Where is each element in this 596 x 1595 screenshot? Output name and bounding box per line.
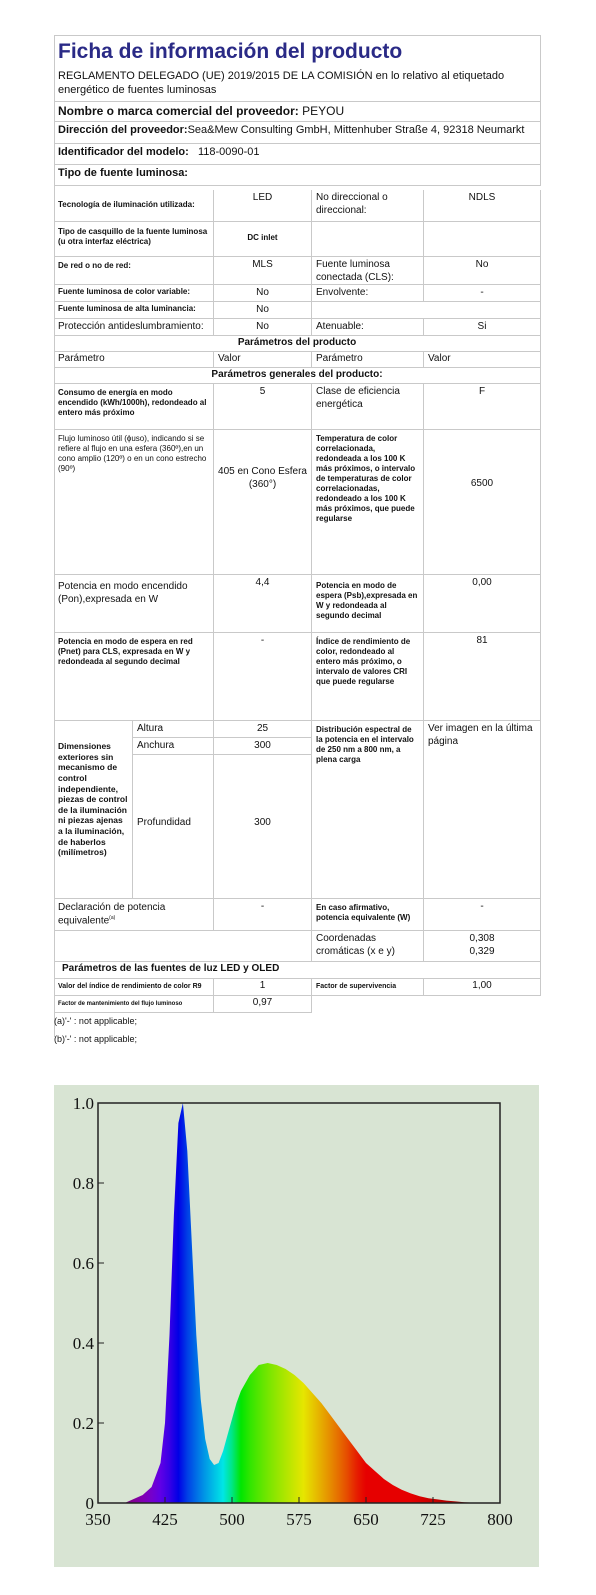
standby-power-value: 0,00 [424,575,541,633]
standby-power-label: Potencia en modo de espera (Psb),expresada en W y redondeada al segundo decimal [312,575,424,633]
on-mode-power-value: 4,4 [214,575,312,633]
depth-value: 300 [214,755,312,899]
param-column-header: Parámetro [54,352,214,368]
directional-label: No direccional o direccional: [312,190,424,222]
network-standby-value: - [214,633,312,721]
survival-factor-label: Factor de supervivencia [312,979,424,996]
chromaticity-label: Coordenadas cromáticas (x e y) [312,931,424,962]
supplier-address-row [54,122,541,144]
equivalent-power-text: Declaración de potencia equivalente [58,902,166,926]
height-label: Altura [133,721,214,738]
y-tick-label: 0.6 [72,1254,94,1273]
empty-cell [312,302,541,319]
model-row [54,144,541,165]
equivalent-power-value: - [214,899,312,931]
cap-label: Tipo de casquillo de la fuente luminosa (u otra interfaz eléctrica) [54,222,214,257]
glare-label: Protección antideslumbramiento: [54,319,214,336]
spectrum-area [98,1103,482,1503]
energy-consumption-label: Consumo de energía en modo encendido (kWh/1000h), redondeado al entero más próximo [54,384,214,430]
high-luminance-value: No [214,302,312,319]
x-tick-label: 350 [85,1510,111,1529]
glare-value: No [214,319,312,336]
general-params-heading: Parámetros generales del producto: [54,368,541,384]
colour-temperature-value: 6500 [424,430,541,575]
supplier-address-value: Sea&Mew Consulting GmbH, Mittenhuber Straße 4, 92318 Neumarkt [187,124,525,136]
empty-cell [312,222,424,257]
x-tick-label: 500 [219,1510,245,1529]
efficiency-class-value: F [424,384,541,430]
supplier-name-label: Nombre o marca comercial del proveedor: [58,104,299,118]
colour-temperature-label: Temperatura de color correlacionada, redondeada a los 100 K más próximos, o intervalo de temperaturas de color correlacionadas, redondeado a los 100 K más próximos, que puede regularse [312,430,424,575]
mains-label: De red o no de red: [54,257,214,285]
model-value: 118-0090-01 [197,146,260,158]
energy-consumption-value: 5 [214,384,312,430]
model-label: Identificador del modelo: [58,146,189,158]
spectrum-svg [54,1085,539,1567]
colour-variable-value: No [214,285,312,302]
page-title: Ficha de información del producto [54,35,541,68]
width-label: Anchura [133,738,214,755]
spectral-power-chart [54,1085,539,1567]
cri-value: 81 [424,633,541,721]
spectral-distribution-label: Distribución espectral de la potencia en el intervalo de 250 nm a 800 nm, a plena carga [312,721,424,899]
value-column-header: Valor [214,352,312,368]
cls-value: No [424,257,541,285]
value-column-header: Valor [424,352,541,368]
param-column-header: Parámetro [312,352,424,368]
y-tick-label: 1.0 [72,1094,94,1113]
y-tick-label: 0.4 [72,1334,94,1353]
x-tick-label: 425 [152,1510,178,1529]
colour-variable-label: Fuente luminosa de color variable: [54,285,214,302]
dimmable-label: Atenuable: [312,319,424,336]
cap-value: DC inlet [214,222,312,257]
empty-cell [54,931,312,962]
luminous-flux-label: Flujo luminoso útil (ɸuso), indicando si se refiere al flujo en una esfera (360º),en un cono amplio (120º) o en un cono estrecho (90º) [54,430,214,575]
footnote-ref-a: (a) [109,914,116,921]
envelope-value: - [424,285,541,302]
network-standby-label: Potencia en modo de espera en red (Pnet) para CLS, expresada en W y redondeada al segundo decimal [54,633,214,721]
dimmable-value: Si [424,319,541,336]
chromaticity-x: 0,308 [469,933,495,944]
footnote-b: (b)'-' : not applicable; [54,1034,137,1044]
equivalent-power-w-value: - [424,899,541,931]
cri-label: Índice de rendimiento de color, redondeado al entero más próximo, o intervalo de valores CRI que puede regularse [312,633,424,721]
chromaticity-y: 0,329 [469,945,495,957]
equivalent-power-w-label: En caso afirmativo, potencia equivalente (W) [312,899,424,931]
x-tick-label: 725 [420,1510,446,1529]
envelope-label: Envolvente: [312,285,424,302]
supplier-name-row [54,102,541,122]
chromaticity-values [424,931,541,962]
height-value: 25 [214,721,312,738]
supplier-name-value: PEYOU [302,104,345,118]
width-value: 300 [214,738,312,755]
y-tick-label: 0.2 [72,1414,94,1433]
r9-value: 1 [214,979,312,996]
supplier-address-label: Dirección del proveedor: [58,124,188,136]
efficiency-class-label: Clase de eficiencia energética [312,384,424,430]
dimensions-label: Dimensiones exteriores sin mecanismo de control independiente, piezas de control de la iluminación ni piezas ajenas a la iluminación, de haberlos (milímetros) [54,721,133,899]
r9-label: Valor del índice de rendimiento de color R9 [54,979,214,996]
flux-maintenance-label: Factor de mantenimiento del flujo luminoso [54,996,214,1013]
product-params-heading: Parámetros del producto [54,336,541,352]
empty-cell [424,222,541,257]
cls-label: Fuente luminosa conectada (CLS): [312,257,424,285]
flux-maintenance-value: 0,97 [214,996,312,1013]
regulation-text: REGLAMENTO DELEGADO (UE) 2019/2015 DE LA COMISIÓN en lo relativo al etiquetado energético de fuentes luminosas [54,68,541,102]
survival-factor-value: 1,00 [424,979,541,996]
source-type-heading: Tipo de fuente luminosa: [54,165,541,186]
spectrum-area-layer [98,1103,482,1503]
on-mode-power-label: Potencia en modo encendido (Pon),expresada en W [54,575,214,633]
footnote-a: (a)'-' : not applicable; [54,1016,137,1026]
depth-label: Profundidad [133,755,214,899]
led-params-heading: Parámetros de las fuentes de luz LED y OLED [54,962,541,979]
y-tick-label: 0.8 [72,1174,94,1193]
tech-label: Tecnología de iluminación utilizada: [54,190,214,222]
spectral-distribution-value: Ver imagen en la última página [424,721,541,899]
mains-value: MLS [214,257,312,285]
x-tick-label: 575 [286,1510,312,1529]
high-luminance-label: Fuente luminosa de alta luminancia: [54,302,214,319]
x-tick-label: 800 [487,1510,513,1529]
directional-value: NDLS [424,190,541,222]
tech-value: LED [214,190,312,222]
y-tick-label: 0 [85,1494,94,1513]
luminous-flux-value: 405 en Cono Esfera (360°) [214,430,312,575]
equivalent-power-label [54,899,214,931]
x-tick-label: 650 [353,1510,379,1529]
